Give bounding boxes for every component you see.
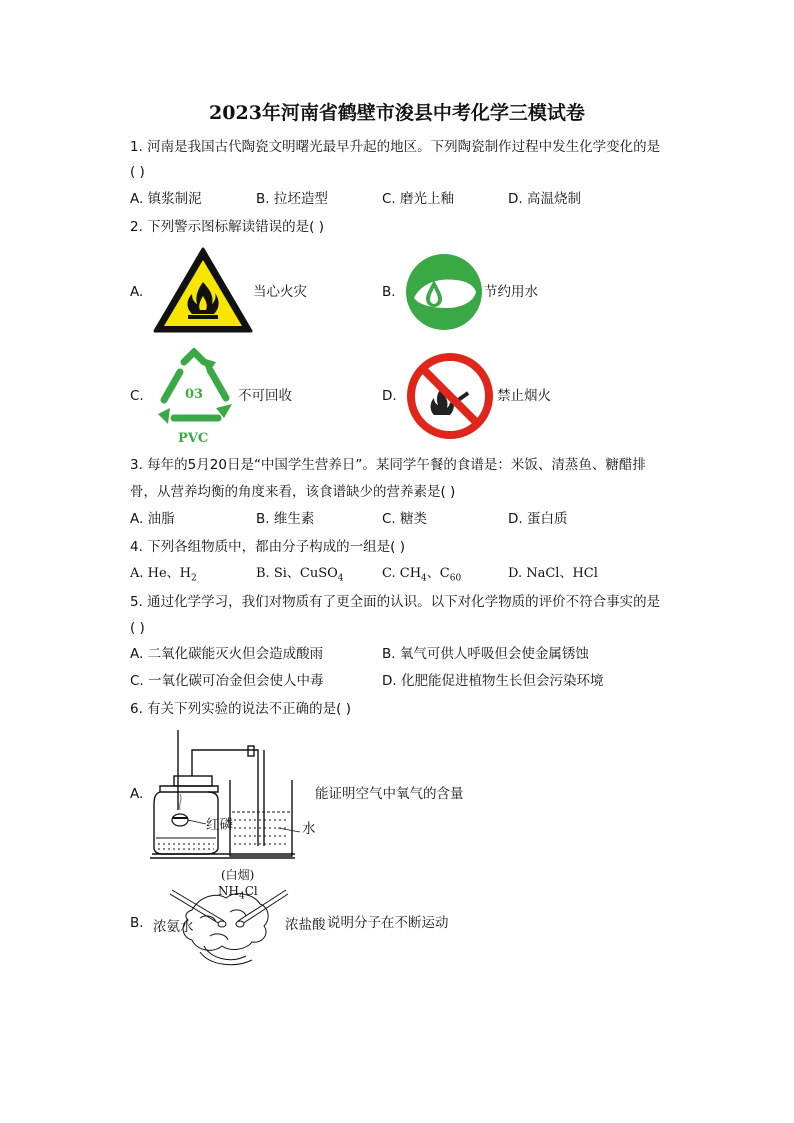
q1-option-a: A. 镇浆制泥 (130, 191, 202, 207)
q4-option-c-sub2: 60 (449, 573, 462, 584)
q6-option-b-caption: 说明分子在不断运动 (327, 915, 449, 931)
water-label: 水 (302, 821, 316, 837)
q2-option-b-letter: B. (382, 284, 396, 300)
q5-option-d: D. 化肥能促进植物生长但会污染环境 (382, 673, 604, 689)
q3-option-d: D. 蛋白质 (508, 511, 568, 527)
q1-option-d: D. 高温烧制 (508, 191, 581, 207)
q5-option-b: B. 氧气可供人呼吸但会使金属锈蚀 (382, 646, 589, 662)
q6-stem: 6. 有关下列实验的说法不正确的是( ) (130, 701, 351, 717)
q6-option-b-letter: B. (130, 915, 144, 931)
nh4cl-sub: 4 (238, 891, 245, 902)
conc-ammonia-label: 浓氨水 (153, 919, 194, 935)
q2-option-a-letter: A. (130, 284, 144, 300)
q4-option-b-text: B. Si、CuSO (256, 566, 338, 581)
q5-option-c: C. 一氧化碳可冶金但会使人中毒 (130, 673, 324, 689)
q4-option-a (130, 565, 197, 588)
q3-stem-line1: 3. 每年的5月20日是“中国学生营养日”。某同学午餐的食谱是：米饭、清蒸鱼、糖醋排 (130, 457, 646, 473)
q4-option-b-sub: 4 (337, 573, 344, 584)
q1-option-c: C. 磨光上釉 (382, 191, 455, 207)
q4-option-a-sub: 2 (191, 573, 197, 584)
q3-option-c: C. 糖类 (382, 511, 428, 527)
q3-stem-line2: 骨，从营养均衡的角度来看，该食谱缺少的营养素是( ) (130, 484, 456, 500)
phosphorus-combustion-apparatus-icon (150, 728, 310, 860)
q2-option-c-letter: C. (130, 388, 144, 404)
q4-option-c-mid: 、C (426, 566, 450, 581)
q2-option-c-caption: 不可回收 (238, 388, 292, 404)
q4-option-d: D. NaCl、HCl (508, 566, 598, 581)
q1-stem-line1: 1. 河南是我国古代陶瓷文明曙光最早升起的地区。下列陶瓷制作过程中发生化学变化的是 (130, 139, 661, 155)
q2-stem: 2. 下列警示图标解读错误的是( ) (130, 219, 324, 235)
q6-option-a-caption: 能证明空气中氧气的含量 (315, 786, 464, 802)
q6-option-a-letter: A. (130, 786, 144, 802)
q3-option-b: B. 维生素 (256, 511, 315, 527)
q2-option-d-caption: 禁止烟火 (497, 388, 551, 404)
conc-hcl-label: 浓盐酸 (285, 917, 326, 933)
no-fire-sign-icon (405, 352, 495, 440)
white-smoke-label: (白烟) (221, 868, 255, 882)
q2-option-b-caption: 节约用水 (484, 284, 538, 300)
q4-option-b (256, 565, 344, 588)
nh4cl-suffix: Cl (244, 884, 258, 898)
q2-option-d-letter: D. (382, 388, 397, 404)
q5-option-a: A. 二氧化碳能灭火但会造成酸雨 (130, 646, 324, 662)
q4-option-a-text: A. He、H (130, 566, 192, 581)
red-phosphorus-label: 红磷 (206, 817, 233, 833)
recycle-material: PVC (178, 431, 209, 446)
fire-warning-sign-icon (152, 246, 254, 334)
paper-title: 2023年河南省鹤壁市浚县中考化学三模试卷 (209, 102, 585, 124)
q4-stem: 4. 下列各组物质中，都由分子构成的一组是( ) (130, 539, 405, 555)
q4-option-c (382, 565, 461, 588)
q1-stem-line2: ( ) (130, 164, 145, 180)
q5-stem-line2: ( ) (130, 620, 145, 636)
ammonium-chloride-label (218, 882, 258, 905)
q1-option-b: B. 拉坯造型 (256, 191, 328, 207)
q4-option-c-text: C. CH (382, 566, 422, 581)
water-saving-sign-icon (404, 252, 484, 332)
q3-option-a: A. 油脂 (130, 511, 175, 527)
q2-option-a-caption: 当心火灾 (253, 284, 307, 300)
q5-stem-line1: 5. 通过化学学习，我们对物质有了更全面的认识。以下对化学物质的评价不符合事实的是 (130, 594, 661, 610)
q4-option-c-sub1: 4 (421, 573, 427, 584)
nh4cl-prefix: NH (218, 884, 239, 898)
recycle-code: 03 (185, 387, 204, 402)
